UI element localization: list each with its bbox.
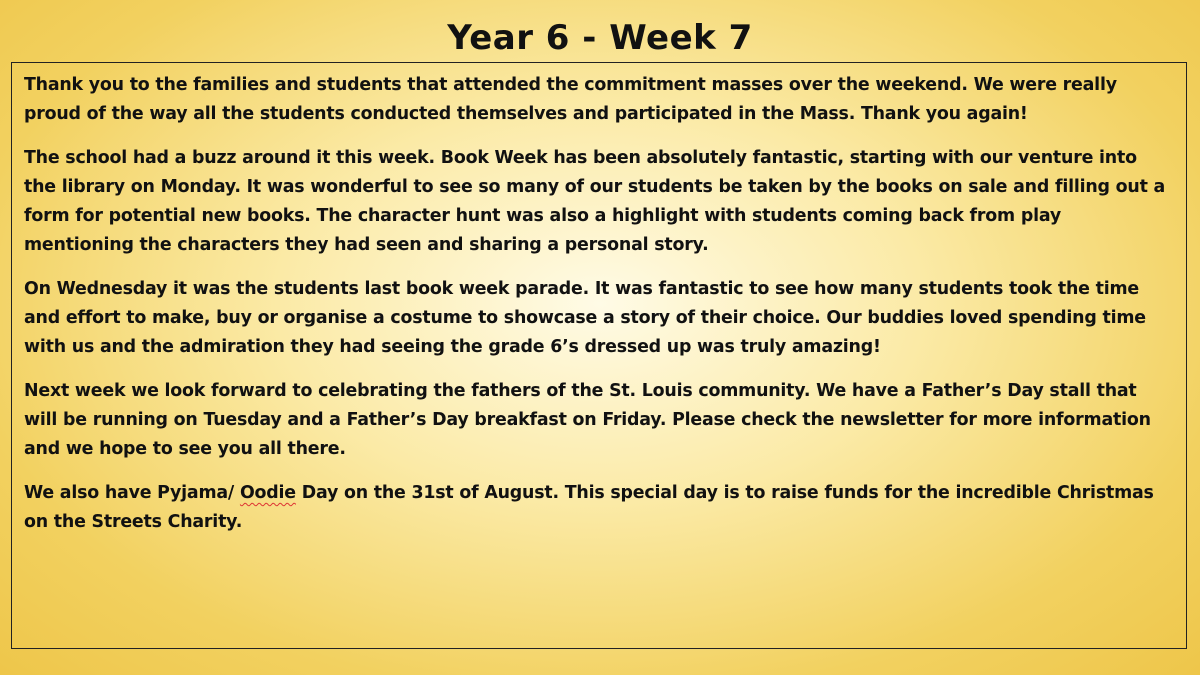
pyjama-day-text-start: We also have Pyjama/ (24, 483, 240, 503)
paragraph-fathers-day: Next week we look forward to celebrating the fathers of the St. Louis community. We have a Father’s Day stall that will be running on Tuesday and a Father’s Day breakfast on Friday. Please check the newsletter for more information and we hope to see you all there. (24, 381, 1151, 459)
paragraph-book-week-parade: On Wednesday it was the students last book week parade. It was fantastic to see how many students took the time and effort to make, buy or organise a costume to showcase a story of their choice. Our buddies loved spending time with us and the admiration they had seeing the grade 6’s dressed up was truly amazing! (24, 279, 1146, 357)
paragraph-pyjama-day (24, 479, 1174, 537)
slide-title: Year 6 - Week 7 (447, 18, 753, 58)
paragraph-commitment-masses: Thank you to the families and students that attended the commitment masses over the weekend. We were really proud of the way all the students conducted themselves and participated in the Mass. Thank you again! (24, 75, 1117, 124)
paragraph-book-week: The school had a buzz around it this week. Book Week has been absolutely fantastic, starting with our venture into the library on Monday. It was wonderful to see so many of our students be taken by the books on sale and filling out a form for potential new books. The character hunt was also a highlight with students coming back from play mentioning the characters they had seen and sharing a personal story. (24, 148, 1166, 255)
content-text-box (11, 62, 1187, 649)
pyjama-day-text-end: Day on the 31st of August. This special day is to raise funds for the incredible Christmas on the Streets Charity. (24, 483, 1154, 532)
spellcheck-flagged-word[interactable]: Oodie (239, 483, 296, 503)
